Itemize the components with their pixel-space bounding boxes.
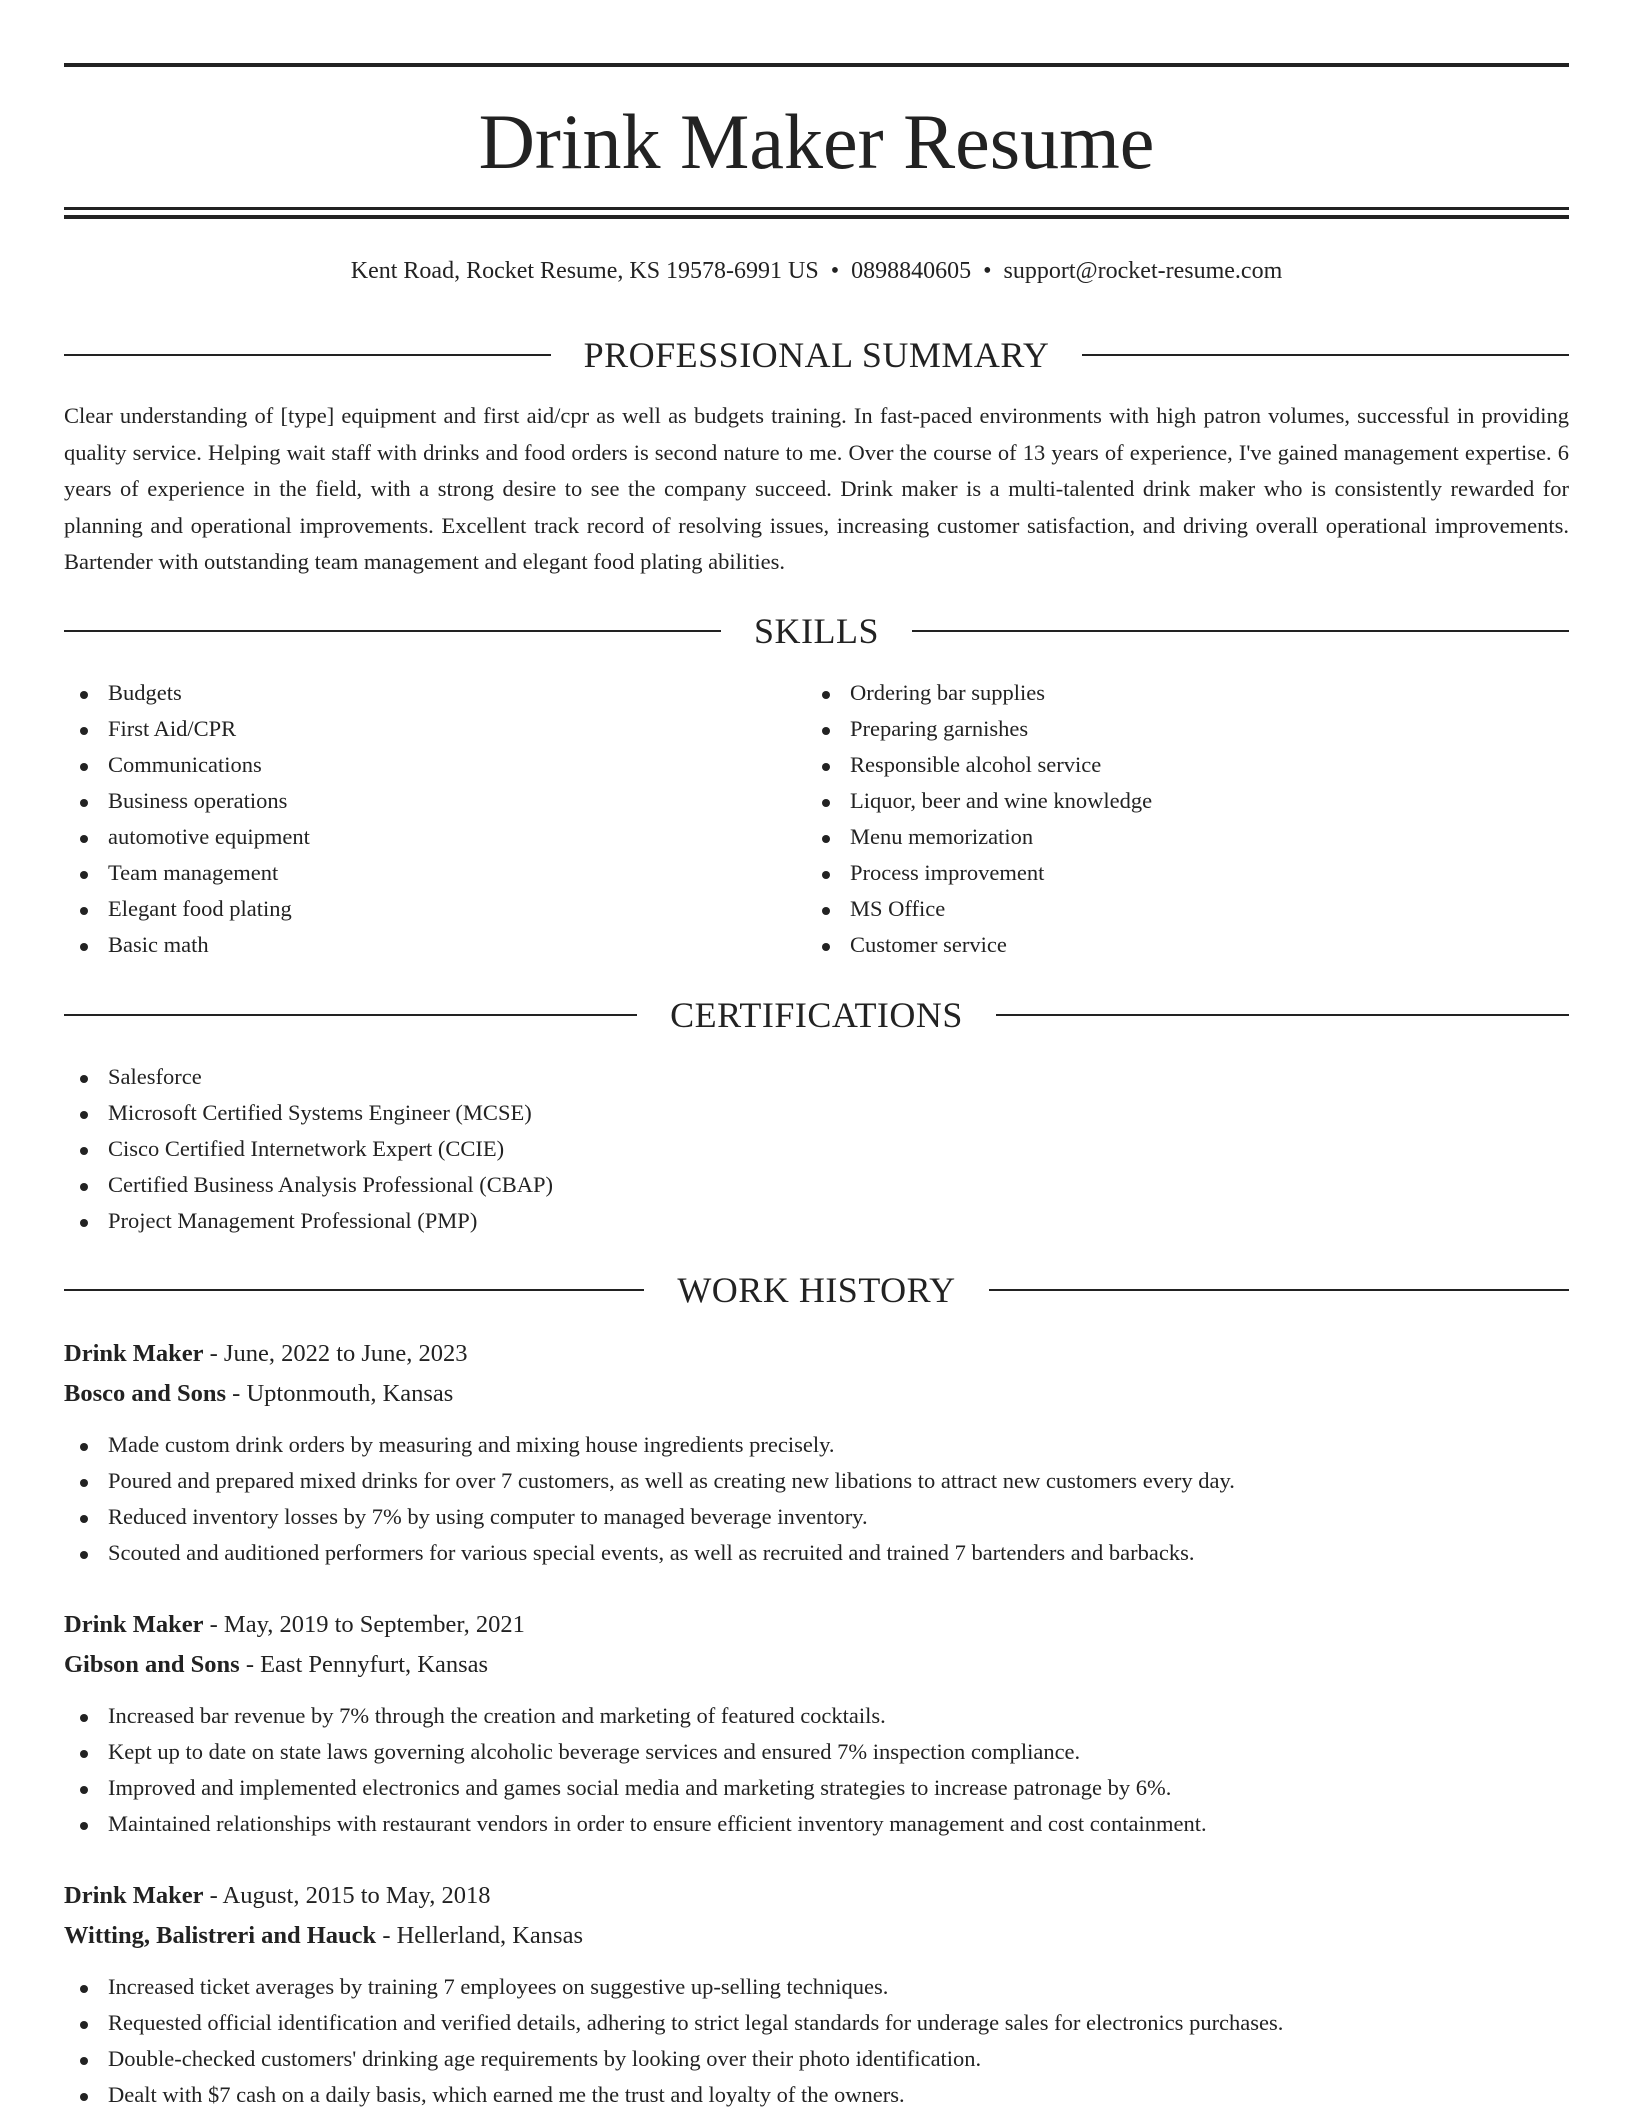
job-title: Drink Maker [64,1611,204,1638]
job-title: Drink Maker [64,1340,204,1367]
skill-item: Liquor, beer and wine knowledge [806,783,1546,819]
job-entry [64,1876,1569,2112]
section-title: SKILLS [754,611,880,651]
contact-separator: • [983,258,992,284]
summary-text: Clear understanding of [type] equipment and first aid/cpr as well as budgets training. In fast-paced environments with high patron volumes, successful in providing quality service. Helping wait staff with drinks and food orders is second nature to me. Over the course of 13 years of experience, I've gained management expertise. 6 years of experience in the field, with a strong desire to see the company succeed. Drink maker is a multi-talented drink maker who is consistently rewarded for planning and operational improvements. Excellent track record of resolving issues, increasing customer satisfaction, and driving overall operational improvements. Bartender with outstanding team management and elegant food plating abilities. [64,403,1569,574]
skills-list-left [64,675,804,963]
skill-item: Elegant food plating [64,891,804,927]
contact-address: Kent Road, Rocket Resume, KS 19578-6991 US [350,258,819,284]
job-bullets [64,1427,1569,1571]
skill-item: Process improvement [806,855,1546,891]
heading-rule [64,1014,637,1016]
heading-rule [64,354,551,356]
job-company: Gibson and Sons [64,1651,240,1678]
certifications-list [64,1059,1569,1239]
skill-item: Ordering bar supplies [806,675,1546,711]
heading-rule [912,630,1569,632]
job-bullet: Improved and implemented electronics and games social media and marketing strategies to increase patronage by 6%. [64,1770,1569,1806]
heading-rule [989,1289,1569,1291]
job-location: - Uptonmouth, Kansas [232,1380,454,1407]
job-location: - Hellerland, Kansas [382,1922,584,1949]
top-rule [64,63,1569,67]
job-title-line [64,1876,1569,1916]
job-bullet: Requested official identification and verified details, adhering to strict legal standards for underage sales for electronics purchases. [64,2005,1569,2041]
job-company: Bosco and Sons [64,1380,227,1407]
job-bullets [64,1969,1569,2112]
job-title-line [64,1334,1569,1374]
job-company-line [64,1916,1569,1956]
page-title: Drink Maker Resume [478,98,1155,185]
job-bullets [64,1698,1569,1842]
job-company: Witting, Balistreri and Hauck [64,1922,377,1949]
job-bullet: Maintained relationships with restaurant vendors in order to ensure efficient inventory management and cost containment. [64,1806,1569,1842]
job-bullet: Increased ticket averages by training 7 employees on suggestive up-selling techniques. [64,1969,1569,2005]
skill-item: Preparing garnishes [806,711,1546,747]
job-bullet: Kept up to date on state laws governing alcoholic beverage services and ensured 7% inspection compliance. [64,1734,1569,1770]
skill-item: Responsible alcohol service [806,747,1546,783]
job-bullet: Scouted and auditioned performers for various special events, as well as recruited and trained 7 bartenders and barbacks. [64,1535,1569,1571]
job-dates: - August, 2015 to May, 2018 [209,1882,491,1909]
contact-phone: 0898840605 [851,258,972,284]
job-location: - East Pennyfurt, Kansas [245,1651,489,1678]
skill-item: Team management [64,855,804,891]
contact-line [64,253,1569,289]
certification-item: Microsoft Certified Systems Engineer (MCSE) [64,1095,1569,1131]
job-bullet: Reduced inventory losses by 7% by using computer to managed beverage inventory. [64,1499,1569,1535]
contact-separator: • [830,258,840,284]
job-bullet: Dealt with $7 cash on a daily basis, which earned me the trust and loyalty of the owners. [64,2077,1569,2112]
section-heading-certifications [64,992,1569,1038]
heading-rule [1082,354,1569,356]
certification-item: Salesforce [64,1059,1569,1095]
job-dates: - June, 2022 to June, 2023 [209,1340,468,1367]
skill-item: automotive equipment [64,819,804,855]
title-rule-lower [64,215,1569,219]
job-bullet: Increased bar revenue by 7% through the creation and marketing of featured cocktails. [64,1698,1569,1734]
section-heading-summary [64,332,1569,378]
heading-rule [64,630,721,632]
section-heading-skills [64,608,1569,654]
section-title: WORK HISTORY [677,1270,956,1310]
skill-item: Business operations [64,783,804,819]
heading-rule [64,1289,644,1291]
heading-rule [996,1014,1569,1016]
job-bullet: Double-checked customers' drinking age requirements by looking over their photo identification. [64,2041,1569,2077]
skill-item: Basic math [64,927,804,963]
job-company-line [64,1374,1569,1414]
section-heading-work-history [64,1267,1569,1313]
skill-item: Customer service [806,927,1546,963]
skill-item: MS Office [806,891,1546,927]
section-title: PROFESSIONAL SUMMARY [583,335,1050,375]
job-entry [64,1605,1569,1842]
job-bullet: Poured and prepared mixed drinks for over 7 customers, as well as creating new libations to attract new customers every day. [64,1463,1569,1499]
skill-item: Communications [64,747,804,783]
certification-item: Cisco Certified Internetwork Expert (CCIE) [64,1131,1569,1167]
job-company-line [64,1645,1569,1685]
job-entry [64,1334,1569,1571]
title-rule-upper [64,207,1569,210]
skill-item: First Aid/CPR [64,711,804,747]
job-bullet: Made custom drink orders by measuring and mixing house ingredients precisely. [64,1427,1569,1463]
skills-list-right [806,675,1546,963]
job-dates: - May, 2019 to September, 2021 [209,1611,525,1638]
section-title: CERTIFICATIONS [670,995,963,1035]
job-title-line [64,1605,1569,1645]
contact-email: support@rocket-resume.com [1003,258,1283,284]
certification-item: Project Management Professional (PMP) [64,1203,1569,1239]
job-title: Drink Maker [64,1882,204,1909]
certification-item: Certified Business Analysis Professional (CBAP) [64,1167,1569,1203]
skill-item: Menu memorization [806,819,1546,855]
skill-item: Budgets [64,675,804,711]
